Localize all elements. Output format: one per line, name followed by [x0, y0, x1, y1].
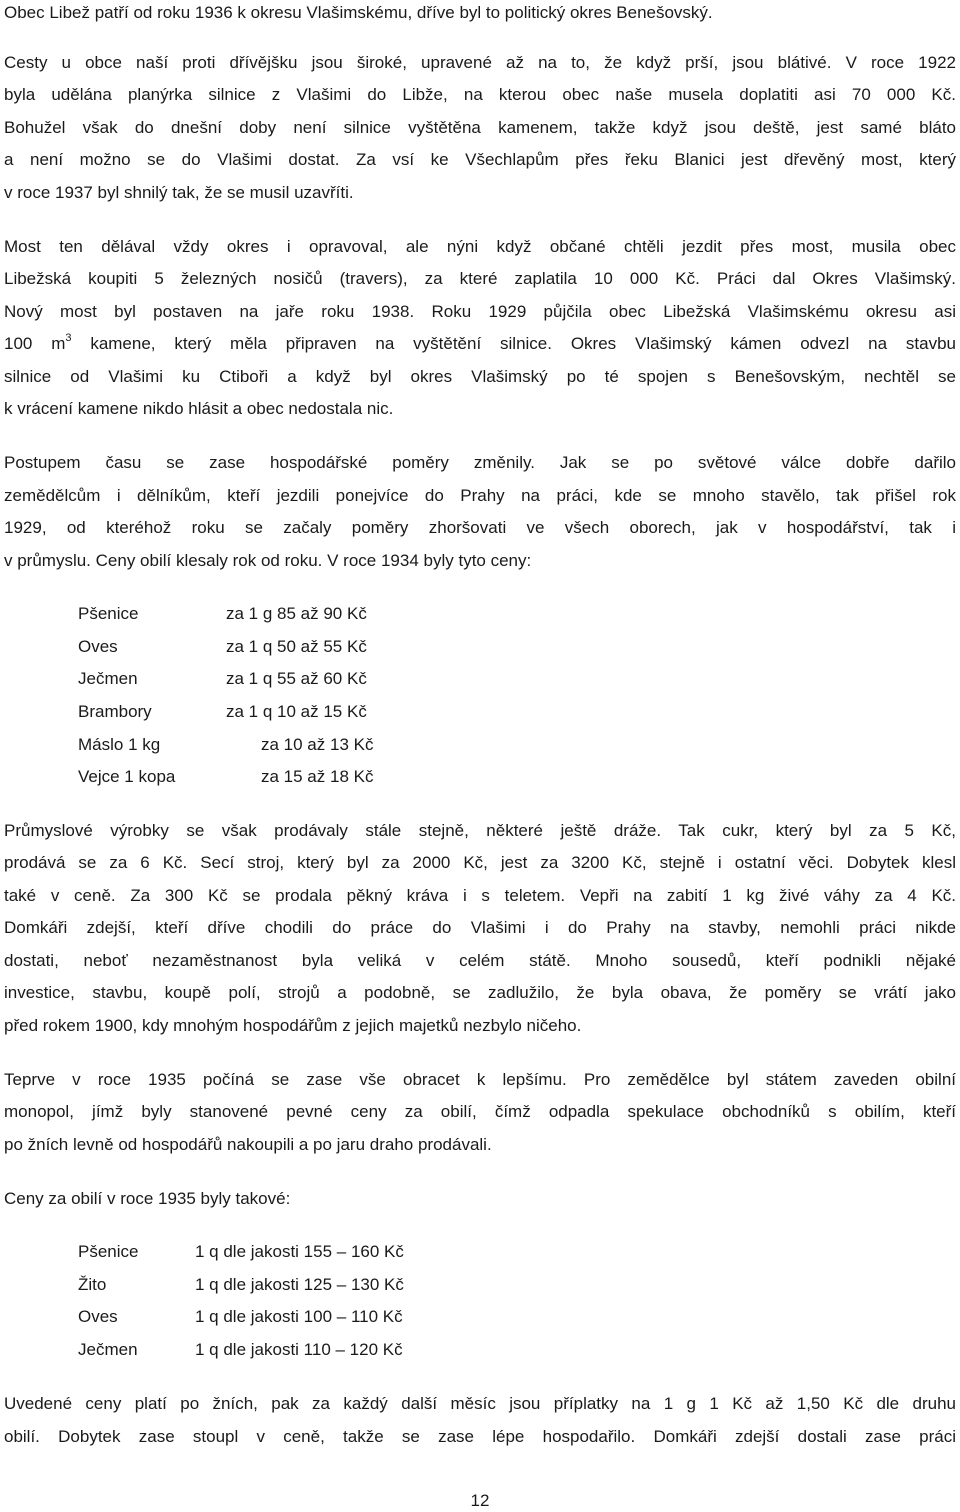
table-cell-item: Pšenice	[78, 604, 139, 623]
text-line: Libežská koupiti 5 železných nosičů (travers), za které zaplatila 10 000 Kč. Práci dal Okres Vlašimský.	[4, 269, 956, 288]
table-cell-price: 1 q dle jakosti 100 – 110 Kč	[195, 1307, 403, 1326]
text-line: Cesty u obce naší proti dřívějšku jsou široké, upravené až na to, že když prší, jsou blátivé. V roce 1922	[4, 53, 956, 72]
table-cell-price: za 1 q 55 až 60 Kč	[226, 669, 367, 688]
table-cell-item: Ječmen	[78, 1340, 138, 1359]
text-line: 1929, od kteréhož roku se začaly poměry zhoršovati ve všech oborech, jak v hospodářství, tak i	[4, 518, 956, 537]
table-cell-price: 1 q dle jakosti 125 – 130 Kč	[195, 1275, 404, 1294]
text-line: Most ten dělával vždy okres i opravoval, ale nýni když občané chtěli jezdit přes most, musila obec	[4, 237, 956, 256]
text-line: byla udělána planýrka silnice z Vlašimi do Libže, na kterou obec naše musela doplatiti asi 70 000 Kč.	[4, 85, 956, 104]
text-line: monopol, jímž byly stanovené pevné ceny za obilí, čímž odpadla spekulace obchodníků s obilím, kteří	[4, 1102, 956, 1121]
table-cell-item: Oves	[78, 637, 118, 656]
text-line: Postupem času se zase hospodářské poměry změnily. Jak se po světové válce dobře dařilo	[4, 453, 956, 472]
table-cell-item: Brambory	[78, 702, 152, 721]
text-line: prodává se za 6 Kč. Secí stroj, který byl za 2000 Kč, jest za 3200 Kč, stejně i ostatní věci. Dobytek klesl	[4, 853, 956, 872]
text-line: Domkáři zdejší, kteří dříve chodili do práce do Vlašimi i do Prahy na stavby, nemohli práci nikde	[4, 918, 956, 937]
text-line: dostati, neboť nezaměstnanost byla veliká v celém státě. Mnoho sousedů, kteří podnikli nějaké	[4, 951, 956, 970]
table-cell-item: Máslo 1 kg	[78, 735, 161, 754]
text-line: v průmyslu. Ceny obilí klesaly rok od roku. V roce 1934 byly tyto ceny:	[4, 551, 532, 570]
table-cell-price: 1 q dle jakosti 110 – 120 Kč	[195, 1340, 403, 1359]
table-cell-item: Pšenice	[78, 1242, 139, 1261]
text-line: investice, stavbu, koupě polí, strojů a podobně, se zadlužilo, že byla obava, že poměry se vrátí jako	[4, 983, 956, 1002]
table-cell-item: Oves	[78, 1307, 118, 1326]
table-cell-item: Vejce 1 kopa	[78, 767, 176, 786]
table-cell-price: za 1 q 10 až 15 Kč	[226, 702, 367, 721]
text-line: také v ceně. Za 300 Kč se prodala pěkný kráva i s teletem. Vepři na zabití 1 kg živé váhy za 4 Kč.	[4, 886, 956, 905]
text-line: před rokem 1900, kdy mnohým hospodářům z jejich majetků nezbylo ničeho.	[4, 1016, 582, 1035]
table-cell-price: za 1 g 85 až 90 Kč	[226, 604, 367, 623]
table-cell-price: 1 q dle jakosti 155 – 160 Kč	[195, 1242, 404, 1261]
text-line: obilí. Dobytek zase stoupl v ceně, takže se zase lépe hospodařilo. Domkáři zdejší dostali zase práci	[4, 1427, 956, 1446]
text-line: k vrácení kamene nikdo hlásit a obec nedostala nic.	[4, 399, 394, 418]
text-line: Nový most byl postaven na jaře roku 1938. Roku 1929 půjčila obec Libežská Vlašimskému okresu asi	[4, 302, 956, 321]
text-line: zemědělcům i dělníkům, kteří jezdili ponejvíce do Prahy na práci, kde se mnoho stavělo, tak přišel rok	[4, 486, 956, 505]
text-line: po žních levně od hospodářů nakoupili a po jaru draho prodávali.	[4, 1135, 492, 1154]
text-line: Bohužel však do dnešní doby není silnice vyštětěna kamenem, takže když jsou deště, jest samé bláto	[4, 118, 956, 137]
text-line: Ceny za obilí v roce 1935 byly takové:	[4, 1189, 291, 1208]
text-line: Teprve v roce 1935 počíná se zase vše obracet k lepšímu. Pro zemědělce byl státem zaveden obilní	[4, 1070, 956, 1089]
superscript: 3	[65, 332, 72, 344]
table-cell-price: za 1 q 50 až 55 Kč	[226, 637, 367, 656]
page-number: 12	[470, 1491, 490, 1510]
text-line: v roce 1937 byl shnilý tak, že se musil uzavříti.	[4, 183, 354, 202]
table-cell-price: za 15 až 18 Kč	[261, 767, 374, 786]
text-line: silnice od Vlašimi ku Ctiboři a když byl okres Vlašimský po té spojen s Benešovským, nechtěl se	[4, 367, 956, 386]
text-fragment: 100 m	[4, 334, 66, 353]
text-line: Průmyslové výrobky se však prodávaly stále stejně, některé ještě dráže. Tak cukr, který byl za 5 Kč,	[4, 821, 956, 840]
table-cell-price: za 10 až 13 Kč	[261, 735, 374, 754]
text-line: Obec Libež patří od roku 1936 k okresu Vlašimskému, dříve byl to politický okres Benešovský.	[4, 3, 713, 22]
text-fragment: kamene, který měla připraven na vyštětění silnice. Okres Vlašimský kámen odvezl na stavbu	[71, 334, 956, 353]
table-cell-item: Žito	[78, 1275, 107, 1294]
text-line	[4, 333, 956, 355]
table-cell-item: Ječmen	[78, 669, 138, 688]
text-line: a není možno se do Vlašimi dostat. Za vsí ke Všechlapům přes řeku Blanici jest dřevěný most, který	[4, 150, 956, 169]
text-line: Uvedené ceny platí po žních, pak za každý další měsíc jsou příplatky na 1 g 1 Kč až 1,50 Kč dle druhu	[4, 1394, 956, 1413]
